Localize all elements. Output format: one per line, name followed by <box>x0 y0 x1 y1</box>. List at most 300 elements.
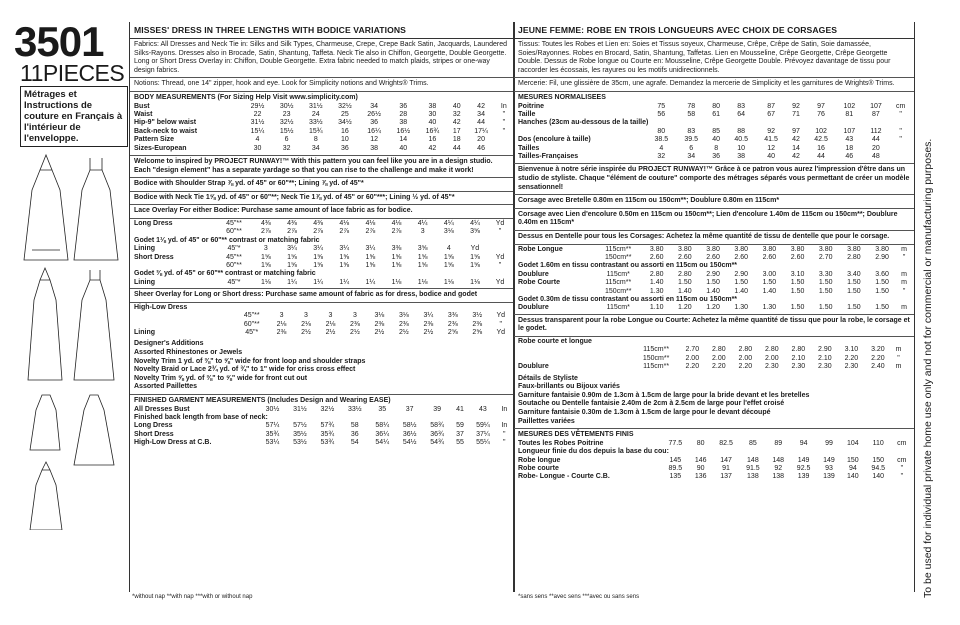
piece-count: 11PIECES <box>20 60 125 86</box>
table-cell: 115cm** <box>643 363 670 371</box>
table-cell: 2⅝ <box>472 329 483 337</box>
table-cell: Taille <box>518 110 536 118</box>
mesures-title: MESURES NORMALISEES <box>518 93 606 101</box>
table-row <box>516 457 912 465</box>
table-cell: 1.50 <box>875 287 889 295</box>
table-cell <box>889 153 912 161</box>
table-cell: 2.80 <box>765 346 779 354</box>
table-row <box>516 279 912 287</box>
table-cell: 17¼ <box>474 127 488 135</box>
table-cell: 2⅜ <box>374 320 385 328</box>
table-cell: 77.5 <box>668 439 683 447</box>
table-cell: 53¾ <box>320 439 335 447</box>
table-cell: 89 <box>774 439 783 447</box>
table-cell: 135 <box>669 473 682 481</box>
french-column <box>513 22 915 592</box>
table-cell: 35¾ <box>265 430 280 438</box>
table-cell: 75 <box>657 102 666 110</box>
table-cell: Godet 1.60m en tissu contrastant ou assorti en 115cm ou 150cm** <box>518 262 738 270</box>
table-cell: 88 <box>737 127 746 135</box>
table-cell: 82.5 <box>719 439 733 447</box>
table-cell: 3.30 <box>818 270 833 278</box>
table-cell: 80 <box>657 127 666 135</box>
table-cell: 1.20 <box>678 304 692 312</box>
table-cell: 1.50 <box>706 279 720 287</box>
mesures-table <box>516 103 912 162</box>
table-cell: 36 <box>370 119 378 127</box>
table-cell: 54½ <box>402 439 417 447</box>
table-cell: 16¼ <box>367 127 381 135</box>
table-cell: " <box>502 119 506 127</box>
table-cell: 1.50 <box>818 304 833 312</box>
table-cell: 12 <box>370 136 378 144</box>
table-cell: " <box>503 430 506 438</box>
table-cell: 2½ <box>374 329 385 337</box>
table-cell: 107 <box>843 127 856 135</box>
robe-metrage-table <box>516 246 912 313</box>
table-cell: 1.30 <box>762 304 777 312</box>
table-cell: 44 <box>872 136 880 144</box>
table-cell: 2.80 <box>649 270 664 278</box>
table-row <box>132 254 512 262</box>
table-cell: 1⅝ <box>365 253 376 261</box>
table-cell: 2.90 <box>734 270 749 278</box>
table-cell: 2.80 <box>711 346 726 354</box>
table-cell: 58 <box>350 422 359 430</box>
table-cell: 3.80 <box>678 245 692 253</box>
table-cell: 8 <box>714 144 719 152</box>
table-cell: 92 <box>767 127 775 135</box>
robe-courte-longue-table <box>516 338 912 372</box>
table-cell: 80 <box>712 102 721 110</box>
table-cell: 3.00 <box>762 270 777 278</box>
table-cell: m <box>901 245 907 253</box>
table-cell: 1.50 <box>818 287 833 295</box>
table-cell: 30½ <box>265 405 280 413</box>
table-cell: 140 <box>872 473 885 481</box>
table-cell: 58 <box>687 110 696 118</box>
table-cell: In <box>500 102 507 110</box>
table-cell: 4 <box>446 245 451 253</box>
table-cell: 1.40 <box>734 287 749 295</box>
table-cell: Toutes les Robes Poitrine <box>518 439 604 447</box>
table-cell: 44 <box>452 144 461 152</box>
highlow-dress-back-drawing <box>74 395 114 465</box>
table-cell: 115cm* <box>606 270 630 278</box>
table-cell: 2.10 <box>818 354 832 362</box>
table-cell: 1.50 <box>847 304 861 312</box>
table-cell: 1¼ <box>287 278 297 286</box>
table-cell: 1⅛ <box>417 278 428 286</box>
table-cell: 60"** <box>226 228 242 236</box>
table-cell: 3¼ <box>287 245 297 253</box>
table-cell: cm <box>895 102 906 110</box>
table-cell <box>812 338 839 346</box>
table-cell: 1⅛ <box>260 278 271 286</box>
table-cell: 2.20 <box>711 363 726 371</box>
table-cell <box>318 304 342 312</box>
table-cell: 81 <box>845 110 854 118</box>
table-cell: 32½ <box>279 119 294 127</box>
table-cell: 3.40 <box>847 270 861 278</box>
table-cell: " <box>502 110 506 118</box>
table-cell: 3⅜ <box>391 245 402 253</box>
table-cell: 2.30 <box>844 363 859 371</box>
table-cell: 36¾ <box>430 430 444 438</box>
table-row <box>132 128 512 136</box>
table-cell: 35¾ <box>320 430 335 438</box>
table-cell: 2.00 <box>685 354 700 362</box>
table-cell: 1⅝ <box>417 253 428 261</box>
table-cell: 150cm** <box>642 354 670 362</box>
table-cell: 14 <box>399 136 408 144</box>
table-cell: Robe courte <box>518 465 559 472</box>
table-cell: 4⅜ <box>287 219 297 227</box>
table-cell: Doublure <box>518 304 549 312</box>
table-cell: 42 <box>452 119 461 127</box>
corsage-lien-text: Corsage avec Lien d'encolure 0.50m en 115cm ou 150cm**; Lien d'encolure 1.40m de 115cm ou 150cm**; Doublure 0.40m en 115cm* <box>514 209 914 231</box>
table-cell: 33½ <box>347 405 362 413</box>
table-cell: 25 <box>341 110 349 118</box>
table-row <box>132 439 512 447</box>
sheer-overlay-title: Sheer Overlay for Long or Short dress: Purchase same amount of fabric as for dress, bodice and godet <box>130 289 514 303</box>
table-cell: 4⅛ <box>391 219 402 227</box>
table-cell <box>516 346 633 354</box>
table-row <box>516 153 912 161</box>
table-cell <box>367 304 391 312</box>
table-cell: Dos (encolure à taille) <box>518 136 591 144</box>
table-cell: 40 <box>428 119 437 127</box>
table-cell: 35 <box>378 405 387 413</box>
table-cell: 38 <box>399 119 408 127</box>
table-cell: 2⅞ <box>313 228 323 236</box>
table-cell: 1.50 <box>847 287 861 295</box>
table-cell: 31½ <box>250 119 265 127</box>
table-row <box>516 288 912 296</box>
table-cell <box>343 304 367 312</box>
table-cell: 2.90 <box>706 270 720 278</box>
table-cell: 3.80 <box>818 245 833 253</box>
table-cell: Robe longue <box>518 456 561 464</box>
table-cell: 2⅜ <box>447 320 458 328</box>
table-cell: 1⅝ <box>417 262 428 269</box>
table-cell: 3.80 <box>875 245 889 253</box>
table-cell: 150 <box>847 456 859 464</box>
table-row <box>516 465 912 473</box>
table-cell: 26½ <box>367 110 381 118</box>
table-cell: 94.5 <box>871 465 886 472</box>
table-row <box>516 363 912 371</box>
table-cell: 139 <box>823 473 835 481</box>
table-row <box>516 119 912 127</box>
table-cell: " <box>502 127 506 135</box>
short-dress-back-drawing <box>74 270 114 380</box>
table-cell: Hanches (23cm au-dessous de la taille) <box>518 119 649 127</box>
table-cell: 58¼ <box>375 422 390 430</box>
table-cell: 3⅝ <box>470 228 480 236</box>
table-cell: 57½ <box>293 422 307 430</box>
table-cell: 45"** <box>243 312 260 320</box>
table-cell: 3.80 <box>762 245 777 253</box>
table-cell: Doublure <box>518 270 549 278</box>
table-cell: 4 <box>255 136 260 144</box>
table-cell: 2.70 <box>818 253 833 261</box>
table-row <box>132 422 512 430</box>
table-cell: 2½ <box>423 329 434 337</box>
table-cell: 1⅝ <box>470 262 480 269</box>
table-row <box>516 448 912 456</box>
table-cell: 91 <box>722 465 730 472</box>
table-cell: 42 <box>477 102 485 110</box>
table-cell: 1⅝ <box>287 262 297 269</box>
table-cell: 60"** <box>243 320 260 328</box>
table-cell: 53¼ <box>265 439 280 447</box>
table-cell: 1.50 <box>734 279 749 287</box>
table-row <box>132 245 512 253</box>
table-cell: 34 <box>311 144 320 152</box>
table-cell: Long Dress <box>134 422 173 430</box>
table-cell: 3⅛ <box>443 228 454 236</box>
tissus-text: Tissus: Toutes les Robes et Lien en: Soies et Tissus soyeux, Charmeuse, Crêpe, Crêpe de Satin, Soie damassée, Soies/Rayonnes. Robes en Brocard, Satin, Shantung, Taffetas. Lien en Mousseline, Crêpe Georgette, Crêpe Georgette Double. Dessus de Robe longue ou Courte en: Mousseline, Crêpe Georgette Double. Prévoyez davantage de tissu pour raccorder les écossais, les rayures ou les motifs unidirectionnels. <box>514 39 914 78</box>
table-cell: 2.20 <box>844 354 859 362</box>
table-cell: 1.40 <box>678 287 692 295</box>
table-cell: 3.80 <box>790 245 805 253</box>
table-cell: 58¾ <box>430 422 444 430</box>
table-row <box>516 355 912 363</box>
table-cell: 148 <box>772 456 785 464</box>
table-cell: 36¼ <box>375 430 390 438</box>
table-row <box>132 103 512 111</box>
table-cell: 1.10 <box>649 304 664 312</box>
table-row <box>132 228 512 236</box>
table-cell: All Dresses Bust <box>134 405 190 413</box>
table-cell: 4 <box>659 144 664 152</box>
table-cell: 28 <box>399 110 408 118</box>
table-cell: 145 <box>669 456 682 464</box>
table-cell: 12 <box>767 144 775 152</box>
table-cell: 2.00 <box>711 354 726 362</box>
table-cell: 107 <box>870 102 882 110</box>
table-cell: 55 <box>456 439 464 447</box>
table-cell: 91.5 <box>746 465 760 472</box>
table-row <box>132 145 512 153</box>
table-cell <box>865 338 892 346</box>
table-cell <box>234 304 269 312</box>
french-title: JEUNE FEMME: ROBE EN TROIS LONGUEURS AVEC CHOIX DE CORSAGES <box>514 22 914 39</box>
table-cell: 2.00 <box>738 354 753 362</box>
table-cell: In <box>501 422 508 430</box>
table-cell: 18 <box>845 144 854 152</box>
table-cell: 59 <box>456 422 464 430</box>
table-cell: 115cm** <box>643 346 670 354</box>
table-cell: 2.30 <box>791 363 806 371</box>
table-cell: 3 <box>263 245 268 253</box>
table-cell: 20 <box>872 144 880 152</box>
table-cell: 83 <box>687 127 696 135</box>
table-cell: Tailles <box>518 144 540 152</box>
table-cell: Lining <box>134 245 155 253</box>
bodice-strap-text: Bodice with Shoulder Strap ⅞ yd. of 45" or 60"**; Lining ⅞ yd. of 45"* <box>130 178 514 192</box>
table-cell: 92.5 <box>796 465 811 472</box>
table-cell: 3¼ <box>313 245 323 253</box>
table-row <box>516 128 912 136</box>
table-cell: 37 <box>456 430 464 438</box>
technical-drawings <box>22 150 132 530</box>
table-row <box>516 440 912 448</box>
table-cell: 99 <box>825 439 833 447</box>
table-cell: cm <box>897 456 907 464</box>
table-row <box>516 473 912 481</box>
table-cell: 92 <box>792 102 800 110</box>
table-cell: 36½ <box>402 430 417 438</box>
table-row <box>132 262 512 270</box>
table-cell <box>132 228 215 236</box>
finished-measurements-title: FINISHED GARMENT MEASUREMENTS (Includes Design and Wearing EASE) <box>134 397 391 404</box>
pattern-number: 3501 <box>14 18 104 65</box>
table-cell: Poitrine <box>518 102 545 110</box>
english-title: MISSES' DRESS IN THREE LENGTHS WITH BODICE VARIATIONS <box>130 22 514 39</box>
table-row <box>516 145 912 153</box>
table-row <box>132 304 512 312</box>
table-cell: 2.70 <box>685 346 700 354</box>
table-cell <box>132 321 234 329</box>
table-cell: 150 <box>872 456 885 464</box>
table-cell: 8 <box>313 136 318 144</box>
table-cell: 2.30 <box>765 363 779 371</box>
table-cell: Tailles-Françaises <box>518 153 579 160</box>
table-cell: 6 <box>284 136 289 144</box>
table-cell: 57¼ <box>265 422 280 430</box>
table-cell: 38 <box>370 144 378 152</box>
table-cell: 97 <box>817 102 825 110</box>
table-cell <box>906 346 912 354</box>
table-cell: 138 <box>747 473 759 481</box>
table-cell <box>269 304 293 312</box>
table-cell: 2.10 <box>791 354 806 362</box>
table-cell: 64 <box>737 110 746 118</box>
table-cell: 14 <box>792 144 800 152</box>
table-cell: 42 <box>792 153 800 160</box>
table-cell: 115cm** <box>605 245 632 253</box>
table-cell: 40 <box>399 144 408 152</box>
table-cell: 110 <box>872 439 884 447</box>
table-cell: 32 <box>282 144 291 152</box>
table-cell: 3 <box>279 312 284 320</box>
table-cell: 16½ <box>396 127 411 135</box>
table-cell: 1.50 <box>790 304 805 312</box>
table-cell: 3¼ <box>339 245 350 253</box>
table-row <box>516 346 912 354</box>
table-cell <box>132 262 215 270</box>
table-cell: 38.5 <box>654 136 669 144</box>
table-cell: 3.80 <box>706 245 720 253</box>
table-cell: 16 <box>817 144 825 152</box>
table-row <box>516 246 912 254</box>
table-cell: 46 <box>477 144 485 152</box>
table-cell: 24 <box>311 110 320 118</box>
table-cell: 16¾ <box>425 127 440 135</box>
table-cell: 1⅝ <box>260 253 271 261</box>
mercerie-text: Mercerie: Fil, une glissière de 35cm, une agrafe. Demandez la mercerie de Simplicity et les garnitures de Wrights® Trims. <box>514 78 914 92</box>
table-cell: " <box>902 287 906 295</box>
table-cell: 36 <box>350 430 359 438</box>
table-cell: 1.50 <box>875 279 889 287</box>
table-cell: 115cm* <box>606 304 630 312</box>
table-cell: 20 <box>477 136 485 144</box>
table-cell: 87 <box>872 110 880 118</box>
table-row <box>132 312 512 320</box>
table-row <box>132 406 512 414</box>
bienvenue-text: Bienvenue à notre série inspirée du PROJECT RUNWAY!™ Grâce à ce patron vous aurez l'impression d'être dans un studio de styliste. Chaque "élément de couture" comporte des métrages séparés vous permettant de créer un modèle sensationnel! <box>514 164 914 195</box>
table-row <box>132 270 512 278</box>
table-cell: 10 <box>737 144 746 152</box>
table-cell: 1⅛ <box>391 278 402 286</box>
table-cell: 1⅛ <box>443 278 454 286</box>
table-cell: 40 <box>712 136 721 144</box>
table-cell: 1⅝ <box>339 253 350 261</box>
table-cell: 1⅝ <box>313 262 323 269</box>
table-cell: 3.10 <box>790 270 805 278</box>
table-cell: 33½ <box>308 119 323 127</box>
table-cell: 41.5 <box>764 136 778 144</box>
table-cell: Short Dress <box>134 253 174 261</box>
table-row <box>516 338 912 346</box>
table-cell <box>906 338 912 346</box>
table-cell: 93 <box>825 465 833 472</box>
table-cell <box>906 355 912 363</box>
table-cell: 4⅜ <box>260 219 271 227</box>
table-cell: 3.80 <box>734 245 749 253</box>
table-cell <box>732 338 759 346</box>
bodice-necktie-text: Bodice with Neck Tie 1⅝ yd. of 45" or 60"**; Neck Tie 1⅞ yd. of 45" or 60"***; Lining ½ yd. of 45"* <box>130 192 514 206</box>
table-cell: 115cm** <box>605 279 632 287</box>
table-cell: 45"** <box>226 219 242 227</box>
table-row <box>132 431 512 439</box>
table-cell: Robe courte et longue <box>518 338 592 345</box>
table-cell: 4¼ <box>417 219 428 227</box>
table-cell: 37¼ <box>476 430 490 438</box>
table-cell: 89.5 <box>668 465 683 472</box>
table-cell: 40.5 <box>734 136 748 144</box>
table-cell <box>294 304 318 312</box>
table-row <box>132 237 512 245</box>
table-cell: 87 <box>767 102 775 110</box>
table-cell: 22 <box>253 110 262 118</box>
table-cell: 59¼ <box>476 422 490 430</box>
table-cell: 16 <box>428 136 437 144</box>
table-cell: 10 <box>341 136 349 144</box>
table-cell: 3 <box>304 312 308 320</box>
table-cell: 45"* <box>227 278 241 286</box>
table-cell: " <box>498 228 502 236</box>
table-cell: m <box>895 363 902 371</box>
table-cell: 36 <box>399 102 408 110</box>
table-cell: " <box>900 473 904 481</box>
table-cell: m <box>901 304 907 312</box>
table-cell: 3⅛ <box>398 312 409 320</box>
table-cell <box>906 363 912 371</box>
table-cell: 1¼ <box>339 278 350 286</box>
table-cell: 3½ <box>472 312 483 320</box>
table-cell: 138 <box>772 473 785 481</box>
table-cell: 30 <box>428 110 437 118</box>
table-cell: 45"* <box>227 245 241 253</box>
table-cell: 2⅝ <box>447 329 458 337</box>
table-cell: 2⅜ <box>472 320 483 328</box>
table-cell: Lining <box>134 278 155 286</box>
table-cell <box>496 145 512 153</box>
table-cell: 3.80 <box>847 245 861 253</box>
